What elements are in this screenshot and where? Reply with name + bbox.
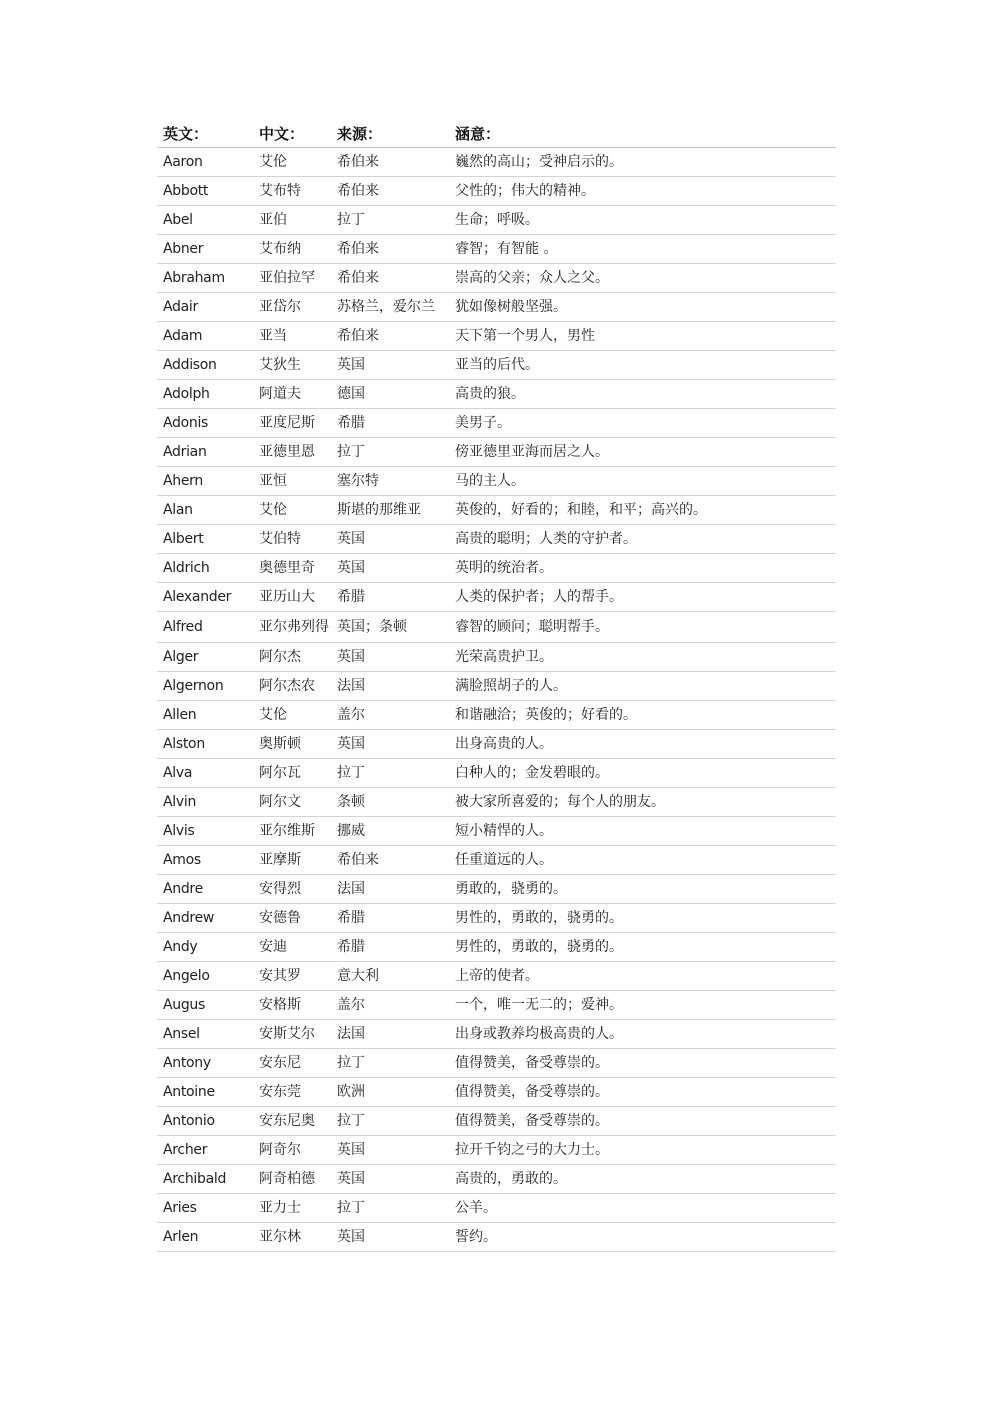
- cell-meaning: 天下第一个男人，男性: [449, 322, 836, 351]
- table-row: [157, 816, 836, 845]
- table-row: [157, 758, 836, 787]
- cell-english: Abbott: [157, 177, 253, 206]
- table-row: [157, 554, 836, 583]
- cell-meaning: 犹如像树般坚强。: [449, 293, 836, 322]
- cell-origin: 希腊: [331, 583, 449, 612]
- table-row: [157, 293, 836, 322]
- cell-meaning: 满脸照胡子的人。: [449, 671, 836, 700]
- cell-origin: 法国: [331, 874, 449, 903]
- table-row: [157, 787, 836, 816]
- cell-meaning: 睿智的顾问；聪明帮手。: [449, 612, 836, 643]
- cell-english: Amos: [157, 845, 253, 874]
- cell-meaning: 生命；呼吸。: [449, 206, 836, 235]
- cell-meaning: 出身高贵的人。: [449, 729, 836, 758]
- cell-origin: 拉丁: [331, 206, 449, 235]
- table-row: [157, 612, 836, 643]
- cell-origin: 希腊: [331, 409, 449, 438]
- cell-origin: 拉丁: [331, 1048, 449, 1077]
- cell-chinese: 艾伦: [253, 700, 331, 729]
- table-row: [157, 380, 836, 409]
- cell-chinese: 亚当: [253, 322, 331, 351]
- cell-chinese: 艾布纳: [253, 235, 331, 264]
- cell-english: Albert: [157, 525, 253, 554]
- cell-english: Ansel: [157, 1019, 253, 1048]
- cell-english: Antony: [157, 1048, 253, 1077]
- cell-meaning: 人类的保护者；人的帮手。: [449, 583, 836, 612]
- cell-english: Andrew: [157, 903, 253, 932]
- cell-origin: 挪威: [331, 816, 449, 845]
- cell-meaning: 白种人的；金发碧眼的。: [449, 758, 836, 787]
- cell-origin: 盖尔: [331, 990, 449, 1019]
- table-row: [157, 1019, 836, 1048]
- cell-chinese: 亚摩斯: [253, 845, 331, 874]
- cell-meaning: 拉开千钧之弓的大力士。: [449, 1135, 836, 1164]
- cell-english: Archer: [157, 1135, 253, 1164]
- table-row: [157, 1135, 836, 1164]
- table-row: [157, 729, 836, 758]
- cell-english: Antonio: [157, 1106, 253, 1135]
- header-chinese: 中文：: [253, 119, 331, 148]
- cell-english: Alva: [157, 758, 253, 787]
- cell-english: Alvin: [157, 787, 253, 816]
- cell-english: Alvis: [157, 816, 253, 845]
- cell-chinese: 安其罗: [253, 961, 331, 990]
- cell-chinese: 亚岱尔: [253, 293, 331, 322]
- header-origin: 来源：: [331, 119, 449, 148]
- cell-meaning: 亚当的后代。: [449, 351, 836, 380]
- header-row: [157, 119, 836, 148]
- table-row: [157, 525, 836, 554]
- cell-english: Addison: [157, 351, 253, 380]
- cell-origin: 希伯来: [331, 148, 449, 177]
- cell-origin: 拉丁: [331, 758, 449, 787]
- cell-english: Antoine: [157, 1077, 253, 1106]
- names-table: [157, 119, 836, 1252]
- cell-meaning: 誓约。: [449, 1222, 836, 1251]
- table-row: [157, 874, 836, 903]
- cell-origin: 英国: [331, 351, 449, 380]
- cell-origin: 欧洲: [331, 1077, 449, 1106]
- cell-origin: 希伯来: [331, 264, 449, 293]
- cell-english: Alger: [157, 642, 253, 671]
- cell-chinese: 艾狄生: [253, 351, 331, 380]
- table-row: [157, 351, 836, 380]
- cell-chinese: 阿道夫: [253, 380, 331, 409]
- cell-english: Andre: [157, 874, 253, 903]
- cell-chinese: 安斯艾尔: [253, 1019, 331, 1048]
- header-english: 英文：: [157, 119, 253, 148]
- table-row: [157, 1106, 836, 1135]
- cell-english: Adrian: [157, 438, 253, 467]
- cell-english: Allen: [157, 700, 253, 729]
- cell-origin: 希腊: [331, 903, 449, 932]
- cell-english: Abel: [157, 206, 253, 235]
- cell-chinese: 亚度尼斯: [253, 409, 331, 438]
- table-row: [157, 1222, 836, 1251]
- cell-english: Arlen: [157, 1222, 253, 1251]
- cell-meaning: 值得赞美，备受尊崇的。: [449, 1077, 836, 1106]
- cell-chinese: 阿尔瓦: [253, 758, 331, 787]
- cell-origin: 拉丁: [331, 1193, 449, 1222]
- cell-chinese: 亚伯拉罕: [253, 264, 331, 293]
- cell-chinese: 安东尼: [253, 1048, 331, 1077]
- cell-chinese: 安东尼奥: [253, 1106, 331, 1135]
- cell-chinese: 阿尔杰农: [253, 671, 331, 700]
- cell-english: Adam: [157, 322, 253, 351]
- cell-origin: 英国；条顿: [331, 612, 449, 643]
- table-row: [157, 467, 836, 496]
- cell-english: Alexander: [157, 583, 253, 612]
- cell-origin: 希腊: [331, 932, 449, 961]
- cell-chinese: 亚德里恩: [253, 438, 331, 467]
- cell-chinese: 亚尔维斯: [253, 816, 331, 845]
- cell-origin: 希伯来: [331, 177, 449, 206]
- cell-meaning: 值得赞美，备受尊崇的。: [449, 1048, 836, 1077]
- cell-chinese: 亚尔林: [253, 1222, 331, 1251]
- cell-english: Algernon: [157, 671, 253, 700]
- table-row: [157, 1193, 836, 1222]
- table-row: [157, 1077, 836, 1106]
- cell-origin: 英国: [331, 1135, 449, 1164]
- table-row: [157, 961, 836, 990]
- cell-meaning: 英明的统治者。: [449, 554, 836, 583]
- cell-meaning: 崇高的父亲；众人之父。: [449, 264, 836, 293]
- cell-origin: 盖尔: [331, 700, 449, 729]
- cell-english: Alfred: [157, 612, 253, 643]
- header-meaning: 涵意：: [449, 119, 836, 148]
- table-row: [157, 409, 836, 438]
- cell-meaning: 光荣高贵护卫。: [449, 642, 836, 671]
- cell-meaning: 上帝的使者。: [449, 961, 836, 990]
- table-row: [157, 990, 836, 1019]
- cell-meaning: 和谐融洽；英俊的；好看的。: [449, 700, 836, 729]
- cell-english: Angelo: [157, 961, 253, 990]
- cell-english: Adonis: [157, 409, 253, 438]
- cell-origin: 拉丁: [331, 438, 449, 467]
- cell-chinese: 艾伦: [253, 148, 331, 177]
- cell-chinese: 亚历山大: [253, 583, 331, 612]
- cell-meaning: 值得赞美，备受尊崇的。: [449, 1106, 836, 1135]
- cell-chinese: 奥斯顿: [253, 729, 331, 758]
- table-row: [157, 148, 836, 177]
- cell-english: Adolph: [157, 380, 253, 409]
- cell-origin: 英国: [331, 642, 449, 671]
- cell-origin: 英国: [331, 729, 449, 758]
- cell-chinese: 奥德里奇: [253, 554, 331, 583]
- cell-origin: 条顿: [331, 787, 449, 816]
- table-row: [157, 1048, 836, 1077]
- cell-meaning: 高贵的聪明；人类的守护者。: [449, 525, 836, 554]
- table-row: [157, 1164, 836, 1193]
- cell-chinese: 阿尔杰: [253, 642, 331, 671]
- cell-origin: 意大利: [331, 961, 449, 990]
- cell-english: Aldrich: [157, 554, 253, 583]
- table-row: [157, 235, 836, 264]
- cell-english: Aaron: [157, 148, 253, 177]
- cell-chinese: 安东莞: [253, 1077, 331, 1106]
- table-row: [157, 700, 836, 729]
- cell-chinese: 艾伯特: [253, 525, 331, 554]
- cell-origin: 希伯来: [331, 235, 449, 264]
- cell-origin: 英国: [331, 1164, 449, 1193]
- cell-english: Aries: [157, 1193, 253, 1222]
- table-row: [157, 845, 836, 874]
- table-row: [157, 642, 836, 671]
- cell-chinese: 安格斯: [253, 990, 331, 1019]
- cell-meaning: 高贵的狼。: [449, 380, 836, 409]
- cell-chinese: 安得烈: [253, 874, 331, 903]
- table-row: [157, 322, 836, 351]
- cell-meaning: 一个，唯一无二的；爱神。: [449, 990, 836, 1019]
- cell-meaning: 勇敢的，骁勇的。: [449, 874, 836, 903]
- cell-origin: 塞尔特: [331, 467, 449, 496]
- cell-chinese: 艾布特: [253, 177, 331, 206]
- cell-chinese: 安迪: [253, 932, 331, 961]
- cell-chinese: 艾伦: [253, 496, 331, 525]
- cell-meaning: 美男子。: [449, 409, 836, 438]
- cell-chinese: 阿奇柏德: [253, 1164, 331, 1193]
- cell-meaning: 公羊。: [449, 1193, 836, 1222]
- cell-chinese: 亚力士: [253, 1193, 331, 1222]
- cell-meaning: 出身或教养均极高贵的人。: [449, 1019, 836, 1048]
- cell-meaning: 巍然的高山；受神启示的。: [449, 148, 836, 177]
- cell-origin: 斯堪的那维亚: [331, 496, 449, 525]
- cell-meaning: 男性的，勇敢的，骁勇的。: [449, 903, 836, 932]
- cell-english: Alston: [157, 729, 253, 758]
- cell-meaning: 短小精悍的人。: [449, 816, 836, 845]
- cell-meaning: 父性的；伟大的精神。: [449, 177, 836, 206]
- cell-english: Ahern: [157, 467, 253, 496]
- cell-origin: 法国: [331, 671, 449, 700]
- table-row: [157, 264, 836, 293]
- table-row: [157, 932, 836, 961]
- table-row: [157, 177, 836, 206]
- cell-origin: 德国: [331, 380, 449, 409]
- cell-english: Abraham: [157, 264, 253, 293]
- cell-origin: 希伯来: [331, 845, 449, 874]
- table-row: [157, 206, 836, 235]
- cell-meaning: 英俊的，好看的；和睦，和平；高兴的。: [449, 496, 836, 525]
- table-body: [157, 148, 836, 1252]
- cell-chinese: 安德鲁: [253, 903, 331, 932]
- cell-meaning: 高贵的，勇敢的。: [449, 1164, 836, 1193]
- cell-english: Augus: [157, 990, 253, 1019]
- cell-meaning: 被大家所喜爱的；每个人的朋友。: [449, 787, 836, 816]
- cell-chinese: 亚恒: [253, 467, 331, 496]
- cell-chinese: 亚尔弗列得: [253, 612, 331, 643]
- cell-meaning: 睿智；有智能 。: [449, 235, 836, 264]
- cell-english: Abner: [157, 235, 253, 264]
- cell-origin: 拉丁: [331, 1106, 449, 1135]
- table-row: [157, 671, 836, 700]
- cell-meaning: 马的主人。: [449, 467, 836, 496]
- cell-origin: 苏格兰，爱尔兰: [331, 293, 449, 322]
- cell-meaning: 男性的，勇敢的，骁勇的。: [449, 932, 836, 961]
- cell-origin: 英国: [331, 554, 449, 583]
- table-row: [157, 496, 836, 525]
- cell-meaning: 傍亚德里亚海而居之人。: [449, 438, 836, 467]
- cell-chinese: 阿奇尔: [253, 1135, 331, 1164]
- cell-english: Archibald: [157, 1164, 253, 1193]
- cell-meaning: 任重道远的人。: [449, 845, 836, 874]
- cell-origin: 法国: [331, 1019, 449, 1048]
- table-row: [157, 438, 836, 467]
- table-row: [157, 903, 836, 932]
- cell-origin: 英国: [331, 1222, 449, 1251]
- cell-english: Adair: [157, 293, 253, 322]
- cell-english: Alan: [157, 496, 253, 525]
- cell-origin: 希伯来: [331, 322, 449, 351]
- cell-origin: 英国: [331, 525, 449, 554]
- cell-chinese: 亚伯: [253, 206, 331, 235]
- table-row: [157, 583, 836, 612]
- cell-chinese: 阿尔文: [253, 787, 331, 816]
- cell-english: Andy: [157, 932, 253, 961]
